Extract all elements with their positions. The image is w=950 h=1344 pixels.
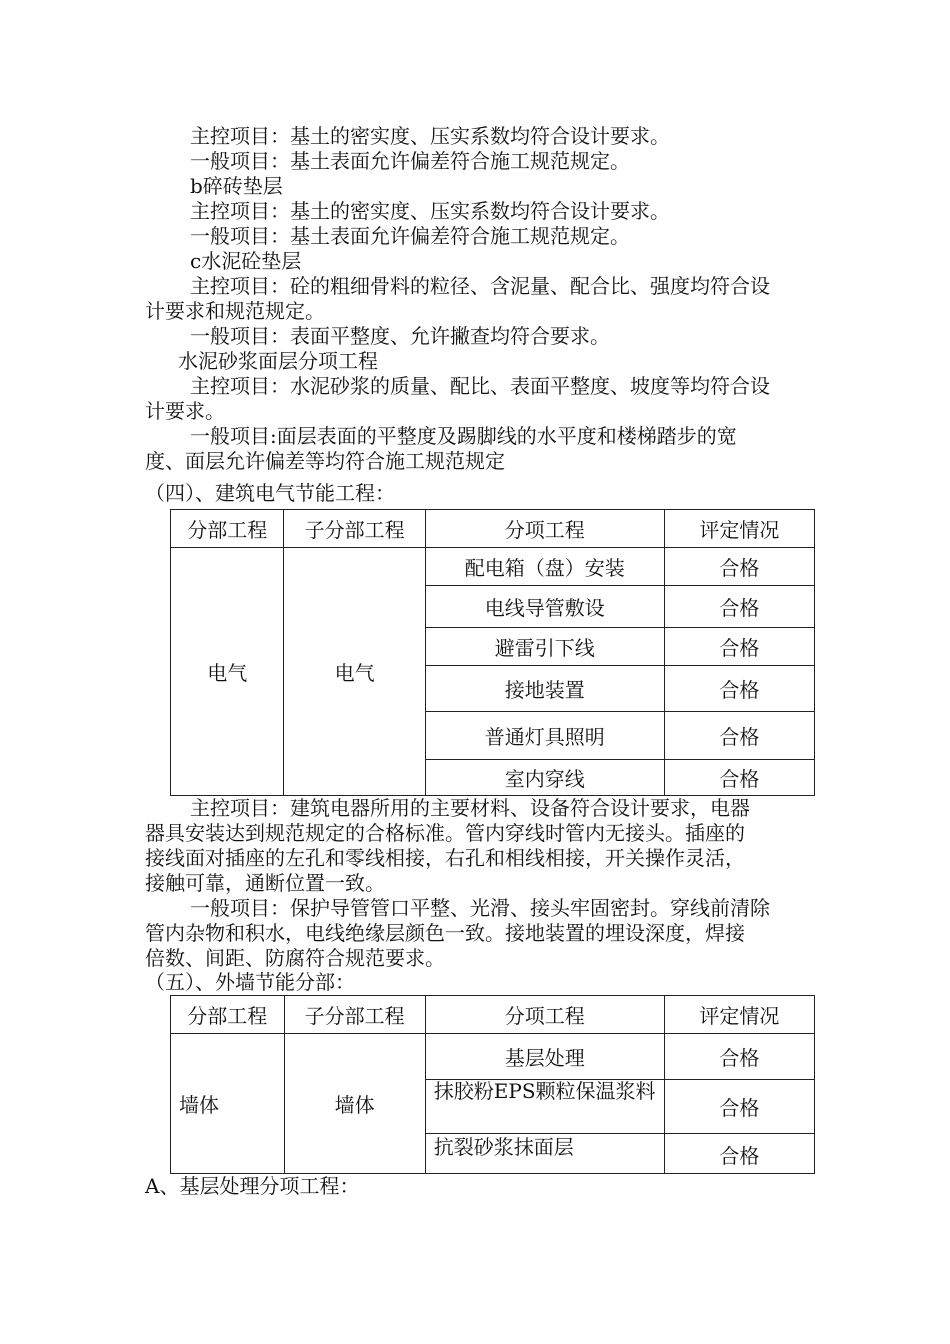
result-cell: 合格	[664, 548, 814, 586]
division-cell: 电气	[171, 548, 284, 796]
header-cell: 评定情况	[664, 510, 814, 548]
result-cell: 合格	[664, 1080, 814, 1134]
paragraph-line: 度、面层允许偏差等均符合施工规范规定	[145, 449, 505, 473]
header-cell: 评定情况	[664, 996, 814, 1034]
paragraph-line: 一般项目:面层表面的平整度及踢脚线的水平度和楼梯踏步的宽	[190, 424, 737, 448]
item-cell: 电线导管敷设	[425, 586, 664, 628]
paragraph-line: 主控项目：水泥砂浆的质量、配比、表面平整度、坡度等均符合设	[190, 374, 770, 398]
section-heading: A、基层处理分项工程：	[145, 1174, 360, 1198]
item-cell: 抹胶粉EPS颗粒保温浆料	[425, 1080, 664, 1134]
item-cell: 接地装置	[425, 666, 664, 712]
paragraph-line: 主控项目：砼的粗细骨料的粒径、含泥量、配合比、强度均符合设	[190, 274, 770, 298]
item-cell: 普通灯具照明	[425, 712, 664, 760]
paragraph-line: 管内杂物和积水，电线绝缘层颜色一致。接地装置的埋设深度，焊接	[145, 921, 745, 945]
table-row	[171, 548, 815, 586]
section-heading: （五）、外墙节能分部：	[145, 970, 355, 994]
result-cell: 合格	[664, 666, 814, 712]
subheading: c水泥砼垫层	[190, 249, 302, 273]
header-cell: 分部工程	[171, 510, 284, 548]
paragraph-line: 倍数、间距、防腐符合规范要求。	[145, 946, 445, 970]
subdivision-cell: 电气	[284, 548, 425, 796]
item-cell: 基层处理	[425, 1034, 664, 1080]
item-cell: 避雷引下线	[425, 628, 664, 666]
paragraph-line: 一般项目：表面平整度、允许撇查均符合要求。	[190, 324, 610, 348]
item-cell: 配电箱（盘）安装	[425, 548, 664, 586]
paragraph-line: 器具安装达到规范规定的合格标准。管内穿线时管内无接头。插座的	[145, 821, 745, 845]
paragraph-line: 一般项目：基土表面允许偏差符合施工规范规定。	[190, 149, 630, 173]
table-row	[171, 1034, 815, 1080]
wall-table	[170, 995, 815, 1174]
table-header-row	[171, 996, 815, 1034]
result-cell: 合格	[664, 628, 814, 666]
paragraph-line: 主控项目：基土的密实度、压实系数均符合设计要求。	[190, 124, 670, 148]
result-cell: 合格	[664, 760, 814, 796]
paragraph-line: 计要求和规范规定。	[145, 299, 325, 323]
result-cell: 合格	[664, 1134, 814, 1174]
division-cell: 墙体	[171, 1034, 285, 1174]
table-header-row	[171, 510, 815, 548]
header-cell: 子分部工程	[284, 510, 425, 548]
result-cell: 合格	[664, 586, 814, 628]
item-cell: 抗裂砂浆抹面层	[425, 1134, 664, 1174]
header-cell: 分项工程	[425, 510, 664, 548]
electrical-table	[170, 509, 815, 796]
header-cell: 分部工程	[171, 996, 285, 1034]
paragraph-line: 接线面对插座的左孔和零线相接，右孔和相线相接，开关操作灵活，	[145, 846, 745, 870]
header-cell: 子分部工程	[284, 996, 425, 1034]
paragraph-line: 主控项目：基土的密实度、压实系数均符合设计要求。	[190, 199, 670, 223]
subheading: b碎砖垫层	[190, 174, 283, 198]
subheading: 水泥砂浆面层分项工程	[178, 349, 378, 373]
subdivision-cell: 墙体	[284, 1034, 425, 1174]
paragraph-line: 接触可靠，通断位置一致。	[145, 871, 385, 895]
header-cell: 分项工程	[425, 996, 664, 1034]
paragraph-line: 计要求。	[145, 399, 225, 423]
paragraph-line: 主控项目：建筑电器所用的主要材料、设备符合设计要求，电器	[190, 796, 750, 820]
paragraph-line: 一般项目：基土表面允许偏差符合施工规范规定。	[190, 224, 630, 248]
section-heading: （四）、建筑电气节能工程：	[145, 481, 395, 505]
result-cell: 合格	[664, 1034, 814, 1080]
result-cell: 合格	[664, 712, 814, 760]
paragraph-line: 一般项目：保护导管管口平整、光滑、接头牢固密封。穿线前清除	[190, 896, 770, 920]
item-cell: 室内穿线	[425, 760, 664, 796]
